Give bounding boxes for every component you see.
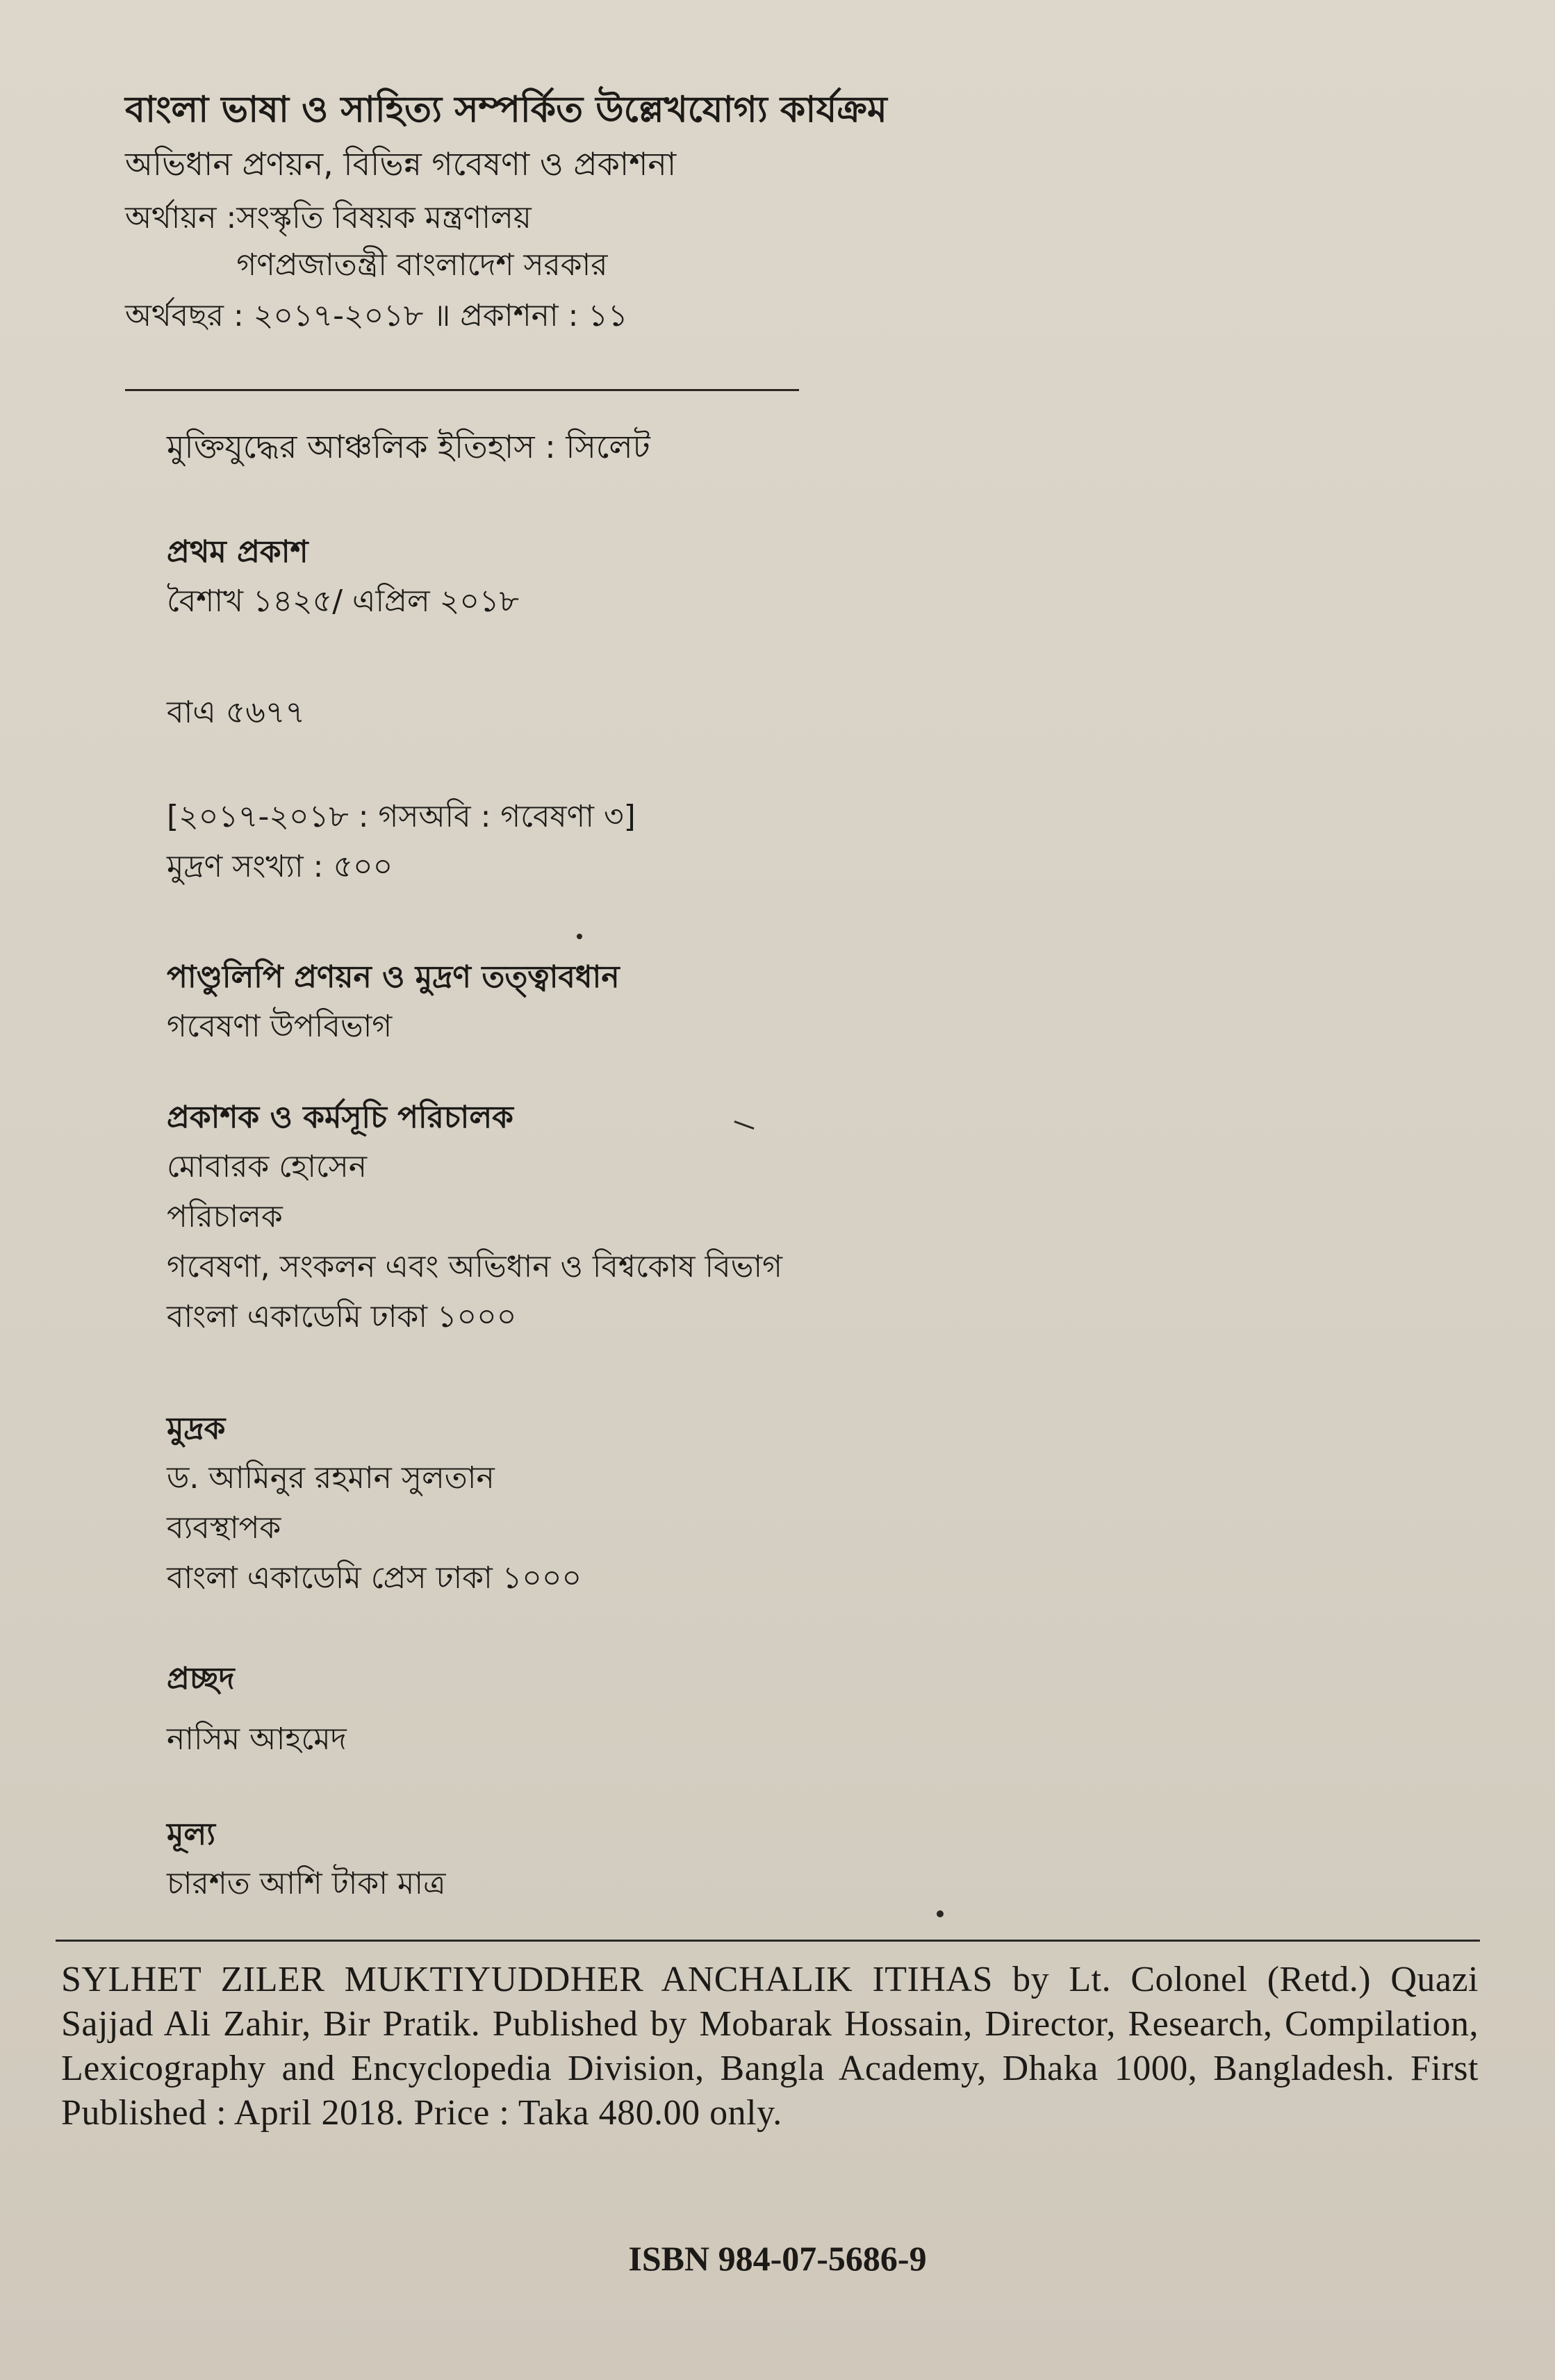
book-title-section xyxy=(167,422,1070,471)
program-title: বাংলা ভাষা ও সাহিত্য সম্পর্কিত উল্লেখযোগ্য কার্যক্রম xyxy=(125,89,887,131)
isbn: ISBN 984-07-5686-9 xyxy=(628,2239,927,2278)
ink-speck xyxy=(937,1910,944,1917)
first-publication-value: বৈশাখ ১৪২৫/ এপ্রিল ২০১৮ xyxy=(167,584,520,619)
cover-designer: নাসিম আহমেদ xyxy=(167,1721,347,1757)
header-divider xyxy=(125,389,799,391)
first-publication-label: প্রথম প্রকাশ xyxy=(167,534,308,570)
book-title: মুক্তিযুদ্ধের আঞ্চলিক ইতিহাস : সিলেট xyxy=(167,428,650,465)
manuscript-label: পাণ্ডুলিপি প্রণয়ন ও মুদ্রণ তত্ত্বাবধান xyxy=(167,959,620,995)
fiscal-year: অর্থবছর : ২০১৭-২০১৮ ॥ প্রকাশনা : ১১ xyxy=(125,298,628,333)
funding-block xyxy=(125,195,792,289)
program-header xyxy=(125,82,887,340)
cover-section xyxy=(167,1655,1070,1765)
publisher-section xyxy=(167,1093,1070,1342)
english-colophon: SYLHET ZILER MUKTIYUDDHER ANCHALIK ITIHAS by Lt. Colonel (Retd.) Quazi Sajjad Ali Zahir, Bir Pratik. Published by Mobarak Hossain, Director, Research, Compilation, Lexicography and Encyclopedia Division, Bangla Academy, Dhaka 1000, Bangladesh. First Published : April 2018. Price : Taka 480.00 only. xyxy=(61,1960,1479,2133)
reference-code: [২০১৭-২০১৮ : গসঅবি : গবেষণা ৩] xyxy=(167,799,636,834)
funding-ministry: সংস্কৃতি বিষয়ক মন্ত্রণালয় xyxy=(236,200,532,235)
price-label: মূল্য xyxy=(167,1817,215,1852)
printer-name: ড. আমিনুর রহমান সুলতান xyxy=(167,1460,495,1496)
manuscript-value: গবেষণা উপবিভাগ xyxy=(167,1009,393,1044)
funding-label: অর্থায়ন : xyxy=(125,200,237,235)
first-publication-section xyxy=(167,528,1070,627)
ink-speck xyxy=(577,934,582,939)
printer-section xyxy=(167,1405,1070,1603)
funding-government: গণপ্রজাতন্ত্রী বাংলাদেশ সরকার xyxy=(236,247,608,283)
reference-section xyxy=(167,792,1070,892)
manuscript-section xyxy=(167,953,1070,1052)
colophon-divider xyxy=(56,1940,1480,1942)
printer-address: বাংলা একাডেমি প্রেস ঢাকা ১০০০ xyxy=(167,1560,582,1596)
catalog-section xyxy=(167,688,1070,738)
printer-role: ব্যবস্থাপক xyxy=(167,1510,281,1546)
publisher-label: প্রকাশক ও কর্মসূচি পরিচালক xyxy=(167,1100,513,1135)
publisher-division: গবেষণা, সংকলন এবং অভিধান ও বিশ্বকোষ বিভাগ xyxy=(167,1249,782,1284)
price-value: চারশত আশি টাকা মাত্র xyxy=(167,1866,446,1901)
program-subtitle: অভিধান প্রণয়ন, বিভিন্ন গবেষণা ও প্রকাশনা xyxy=(125,145,677,183)
cover-label: প্রচ্ছদ xyxy=(167,1661,235,1696)
print-run: মুদ্রণ সংখ্যা : ৫০০ xyxy=(167,849,393,884)
publisher-name: মোবারক হোসেন xyxy=(167,1149,367,1184)
printer-label: মুদ্রক xyxy=(167,1411,226,1446)
price-section xyxy=(167,1810,1070,1909)
publisher-address: বাংলা একাডেমি ঢাকা ১০০০ xyxy=(167,1299,517,1334)
publisher-role: পরিচালক xyxy=(167,1199,283,1234)
catalog-number: বাএ ৫৬৭৭ xyxy=(167,695,306,730)
